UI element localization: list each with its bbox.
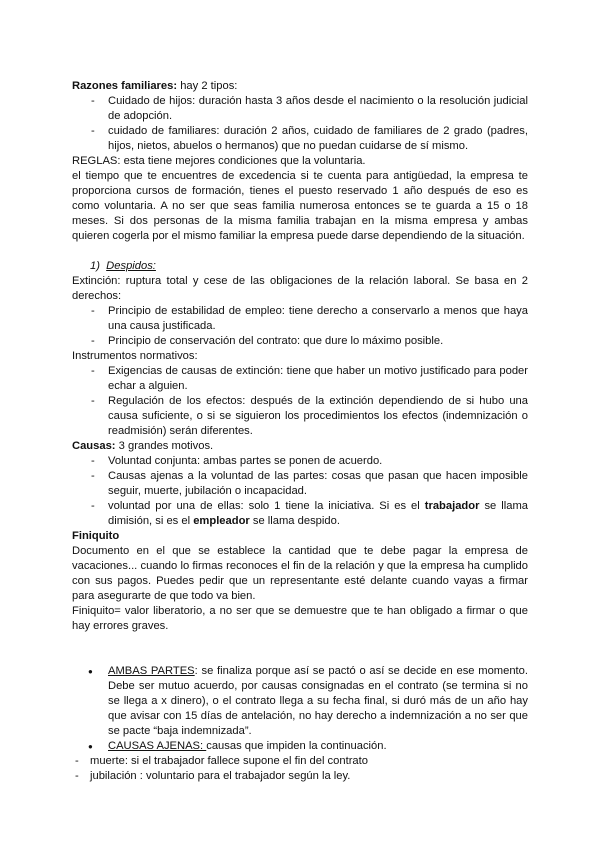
list-item: - Principio de estabilidad de empleo: tiene derecho a conservarlo a menos que haya una causa justificada. (72, 304, 528, 334)
trabajador-bold: trabajador (424, 500, 480, 512)
derechos-list (72, 304, 528, 349)
finiquito-title-text: Finiquito (72, 530, 120, 542)
despidos-heading (72, 259, 528, 274)
reglas-paragraph: el tiempo que te encuentres de excedencia si te cuenta para antigüedad, la empresa te proporciona cursos de formación, tienes el puesto reservado 1 año después de eso es como voluntaria. A no ser que seas familia numerosa entonces se te guarda a 15 o 18 meses. Si dos personas de la misma familia trabajan en la misma empresa y ambas quieren cogerla por el mismo familiar la empresa puede darse dependiendo de la situación. (72, 170, 528, 242)
razones-intro: hay 2 tipos: (177, 80, 238, 92)
list-item: - Regulación de los efectos: después de la extinción dependiendo de si hubo una causa suficiente, o si se siguieron los procedimientos los efectos (indemnización o readmisión) serán diferentes. (72, 394, 528, 439)
list-item: - Cuidado de hijos: duración hasta 3 años desde el nacimiento o la resolución judicial de adopción. (72, 94, 528, 124)
despidos-title: Despidos: (106, 260, 156, 272)
despidos-number: 1) (90, 260, 100, 272)
finiquito-title (72, 529, 528, 544)
finiquito-valor: Finiquito= valor liberatorio, a no ser que se demuestre que te han obligado a firmar o que hay errores graves. (72, 605, 528, 632)
list-item: - Principio de conservación del contrato: que dure lo máximo posible. (72, 334, 528, 349)
finiquito-paragraph: Documento en el que se establece la cantidad que te debe pagar la empresa de vacaciones... cuando lo firmas reconoces el fin de la relación y que la empresa ha cumplido con sus pagos. Puedes pedir que un representante esté delante cuando vayas a firmar para asegurarte de que todo va bien. (72, 545, 528, 602)
ambas-title: AMBAS PARTES (108, 665, 195, 677)
instrumentos-list (72, 364, 528, 439)
causas-item3-post: se llama despido. (249, 515, 340, 527)
ajenas-title: CAUSAS AJENAS: (108, 740, 207, 752)
ajenas-text: causas que impiden la continuación. (206, 740, 387, 752)
causas-heading (72, 439, 528, 454)
spacer (72, 634, 528, 649)
causas-title: Causas: (72, 440, 116, 452)
causas-item3-pre: voluntad por una de ellas: solo 1 tiene la iniciativa. Si es el (108, 500, 425, 512)
list-item: - muerte: si el trabajador fallece supone el fin del contrato (72, 754, 528, 769)
bullets-list (72, 664, 528, 754)
document-page (72, 79, 528, 784)
causas-intro: 3 grandes motivos. (115, 440, 214, 452)
instrumentos-title: Instrumentos normativos: (72, 350, 198, 362)
list-item: - cuidado de familiares: duración 2 años, cuidado de familiares de 2 grado (padres, hijos, nietos, abuelos o hermanos) que no puedan cuidarse de sí mismo. (72, 124, 528, 154)
causas-list (72, 454, 528, 529)
reglas-line: REGLAS: esta tiene mejores condiciones que la voluntaria. (72, 155, 366, 167)
razones-heading (72, 79, 528, 94)
extincion-paragraph: Extinción: ruptura total y cese de las obligaciones de la relación laboral. Se basa en 2 derechos: (72, 275, 528, 302)
list-item: - Exigencias de causas de extinción: tiene que haber un motivo justificado para poder echar a alguien. (72, 364, 528, 394)
razones-list (72, 94, 528, 154)
causas-item3-mid: se llama dimisión, si es el (108, 500, 528, 527)
list-item: - Causas ajenas a la voluntad de las partes: cosas que pasan que hacen imposible seguir, muerte, jubilación o incapacidad. (72, 469, 528, 499)
empleador-bold: empleador (193, 515, 250, 527)
spacer (72, 649, 528, 664)
list-item: - jubilación : voluntario para el trabajador según la ley. (72, 769, 528, 784)
list-item: - Voluntad conjunta: ambas partes se ponen de acuerdo. (72, 454, 528, 469)
list-item (72, 499, 528, 529)
ambas-text: : se finaliza porque así se pactó o así se decide en ese momento. Debe ser mutuo acuerdo, por causas consignadas en el contrato (se termina si no se llega a x dinero), o el contrato llega a su fecha final, si duró más de un año hay que avisar con 15 días de antelación, no hay derecho a indemnización a no ser que se pacte “baja indemnizada”. (108, 665, 528, 737)
list-item (72, 664, 528, 739)
ajenas-sublist (72, 754, 528, 784)
razones-title: Razones familiares: (72, 80, 178, 92)
list-item (72, 739, 528, 754)
